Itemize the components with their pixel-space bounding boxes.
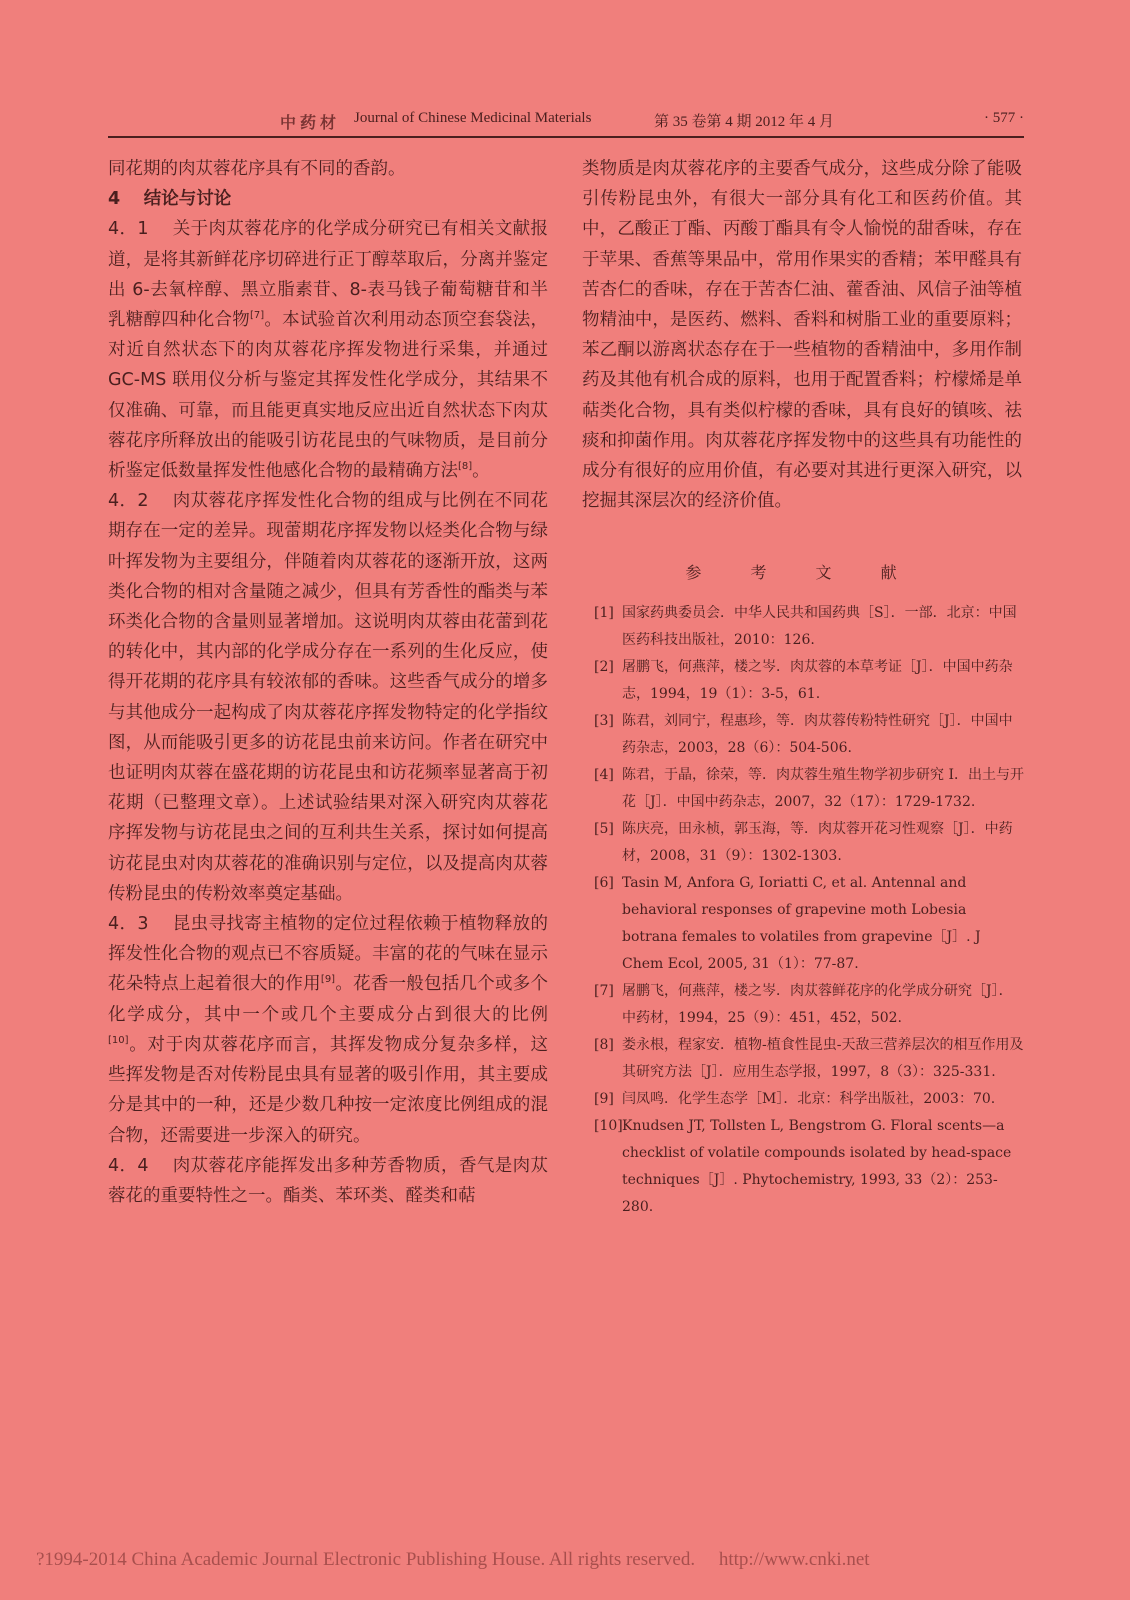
reference-text: 陈君，刘同宁，程惠珍，等．肉苁蓉传粉特性研究［J］．中国中药杂志，2003，28（6）：504-506. (622, 713, 1013, 756)
paragraph-text: 4 结论与讨论 (108, 189, 232, 210)
paragraph-text: 4．1 关于肉苁蓉花序的化学成分研究已有相关文献报道，是将其新鲜花序切碎进行正丁醇萃取后，分离并鉴定出 6-去氧梓醇、黑立脂素苷、8-表马钱子葡萄糖苷和半乳糖醇四种化合物 (108, 219, 548, 331)
paragraph-text: 。花香一般包括几个或多个化学成分，其中一个或几个主要成分占到很大的比例 (108, 974, 549, 1025)
reference-number: [2] (594, 659, 614, 675)
reference-number: [4] (594, 767, 614, 783)
section-heading (108, 184, 548, 214)
paragraph (108, 486, 548, 909)
reference-item (594, 762, 1024, 816)
paragraph-text: 。 (472, 461, 490, 482)
citation-mark: [9] (320, 974, 336, 986)
paragraph (108, 1151, 548, 1211)
references-list (594, 600, 1024, 1221)
reference-item (594, 816, 1024, 870)
reference-item (594, 1113, 1024, 1221)
citation-mark: [7] (249, 310, 265, 322)
reference-number: [3] (594, 713, 614, 729)
copyright-footer: ?1994-2014 China Academic Journal Electronic Publishing House. All rights reserved. http://www.cnki.net (36, 1549, 870, 1570)
page-header (108, 106, 1024, 138)
references-heading: 参 考 文 献 (685, 563, 919, 582)
reference-item (594, 870, 1024, 978)
right-column (582, 154, 1022, 516)
citation-mark: [8] (458, 461, 473, 473)
paragraph (108, 909, 548, 1151)
paragraph-text: 4．3 昆虫寻找寄主植物的定位过程依赖于植物释放的挥发性化合物的观点已不容质疑。丰富的花的气味在显示花朵特点上起着很大的作用 (108, 914, 548, 995)
left-column (108, 154, 548, 1211)
reference-number: [7] (594, 983, 614, 999)
journal-name: Journal of Chinese Medicinal Materials (354, 110, 592, 126)
reference-item (594, 708, 1024, 762)
reference-text: 陈君，于晶，徐荣，等．肉苁蓉生殖生物学初步研究 I．出土与开花［J］．中国中药杂志，2007，32（17）：1729-1732. (622, 767, 1024, 810)
reference-item (594, 1032, 1024, 1086)
reference-number: [9] (594, 1091, 614, 1107)
reference-number: [6] (594, 875, 614, 891)
page-number: · 577 · (984, 110, 1024, 126)
reference-text: 娄永根，程家安．植物-植食性昆虫-天敌三营养层次的相互作用及其研究方法［J］．应用生态学报，1997，8（3）：325-331. (622, 1037, 1024, 1080)
paragraph (582, 154, 1022, 516)
reference-text: 国家药典委员会．中华人民共和国药典［S］．一部．北京：中国医药科技出版社，2010：126. (622, 605, 1017, 648)
paragraph-text: 4．4 肉苁蓉花序能挥发出多种芳香物质，香气是肉苁蓉花的重要特性之一。酯类、苯环类、醛类和萜 (108, 1155, 548, 1206)
reference-number: [8] (594, 1037, 614, 1053)
citation-mark: [10] (108, 1035, 129, 1047)
reference-item (594, 654, 1024, 708)
reference-text: 屠鹏飞，何燕萍，楼之岑．肉苁蓉鲜花序的化学成分研究［J］．中药材，1994，25（9）：451，452，502. (622, 983, 1013, 1026)
paragraph-text: 同花期的肉苁蓉花序具有不同的香韵。 (108, 159, 406, 179)
reference-text: Knudsen JT, Tollsten L, Bengstrom G. Floral scents—a checklist of volatile compounds isolated by head-space techniques［J］. Phytochemistry, 1993, 33（2）：253-280. (622, 1118, 1012, 1215)
reference-text: Tasin M, Anfora G, Ioriatti C, et al. Antennal and behavioral responses of grapevine moth Lobesia botrana females to volatiles from grapevine［J］. J Chem Ecol, 2005, 31（1）：77-87. (622, 875, 981, 972)
reference-number: [10] (594, 1118, 623, 1134)
paragraph (108, 214, 548, 486)
issue-info: 第 35 卷第 4 期 2012 年 4 月 (654, 114, 835, 130)
reference-number: [1] (594, 605, 614, 621)
reference-text: 屠鹏飞，何燕萍，楼之岑．肉苁蓉的本草考证［J］．中国中药杂志，1994，19（1）：3-5，61. (622, 659, 1013, 702)
reference-item (594, 1086, 1024, 1113)
paragraph (108, 154, 548, 184)
paragraph-text: 类物质是肉苁蓉花序的主要香气成分，这些成分除了能吸引传粉昆虫外，有很大一部分具有化工和医药价值。其中，乙酸正丁酯、丙酸丁酯具有令人愉悦的甜香味，存在于苹果、香蕉等果品中，常用作果实的香精；苯甲醛具有苦杏仁的香味，存在于苦杏仁油、藿香油、风信子油等植物精油中，是医药、燃料、香料和树脂工业的重要原料；苯乙酮以游离状态存在于一些植物的香精油中，多用作制药及其他有机合成的原料，也用于配置香料；柠檬烯是单萜类化合物，具有类似柠檬的香味，具有良好的镇咳、祛痰和抑菌作用。肉苁蓉花序挥发物中的这些具有功能性的成分有很好的应用价值，有必要对其进行更深入研究，以挖掘其深层次的经济价值。 (582, 159, 1022, 512)
paragraph-text: 4．2 肉苁蓉花序挥发性化合物的组成与比例在不同花期存在一定的差异。现蕾期花序挥发物以烃类化合物与绿叶挥发物为主要组分，伴随着肉苁蓉花的逐渐开放，这两类化合物的相对含量随之减少，但具有芳香性的酯类与苯环类化合物的含量则显著增加。这说明肉苁蓉由花蕾到花的转化中，其内部的化学成分存在一系列的生化反应，使得开花期的花序具有较浓郁的香味。这些香气成分的增多与其他成分一起构成了肉苁蓉花序挥发物特定的化学指纹图，从而能吸引更多的访花昆虫前来访问。作者在研究中也证明肉苁蓉在盛花期的访花昆虫和访花频率显著高于初花期（已整理文章）。上述试验结果对深入研究肉苁蓉花序挥发物与访花昆虫之间的互利共生关系，探讨如何提高访花昆虫对肉苁蓉花的准确识别与定位，以及提高肉苁蓉传粉昆虫的传粉效率奠定基础。 (108, 491, 548, 904)
paragraph-text: 。本试验首次利用动态顶空套袋法，对近自然状态下的肉苁蓉花序挥发物进行采集，并通过 GC-MS 联用仪分析与鉴定其挥发性化学成分，其结果不仅准确、可靠，而且能更真实地反应出近自然状态下肉苁蓉花序所释放出的能吸引访花昆虫的气味物质，是目前分析鉴定低数量挥发性他感化合物的最精确方法 (108, 310, 549, 482)
reference-item (594, 600, 1024, 654)
paragraph-text: 。对于肉苁蓉花序而言，其挥发物成分复杂多样，这些挥发物是否对传粉昆虫具有显著的吸引作用，其主要成分是其中的一种，还是少数几种按一定浓度比例组成的混合物，还需要进一步深入的研究。 (108, 1034, 548, 1146)
reference-number: [5] (594, 821, 614, 837)
reference-item (594, 978, 1024, 1032)
reference-text: 陈庆亮，田永桢，郭玉海，等．肉苁蓉开花习性观察［J］．中药材，2008，31（9）：1302-1303. (622, 821, 1013, 864)
journal-logo: 中药材 (280, 113, 341, 132)
reference-text: 闫凤鸣．化学生态学［M］．北京：科学出版社，2003：70. (622, 1091, 996, 1107)
